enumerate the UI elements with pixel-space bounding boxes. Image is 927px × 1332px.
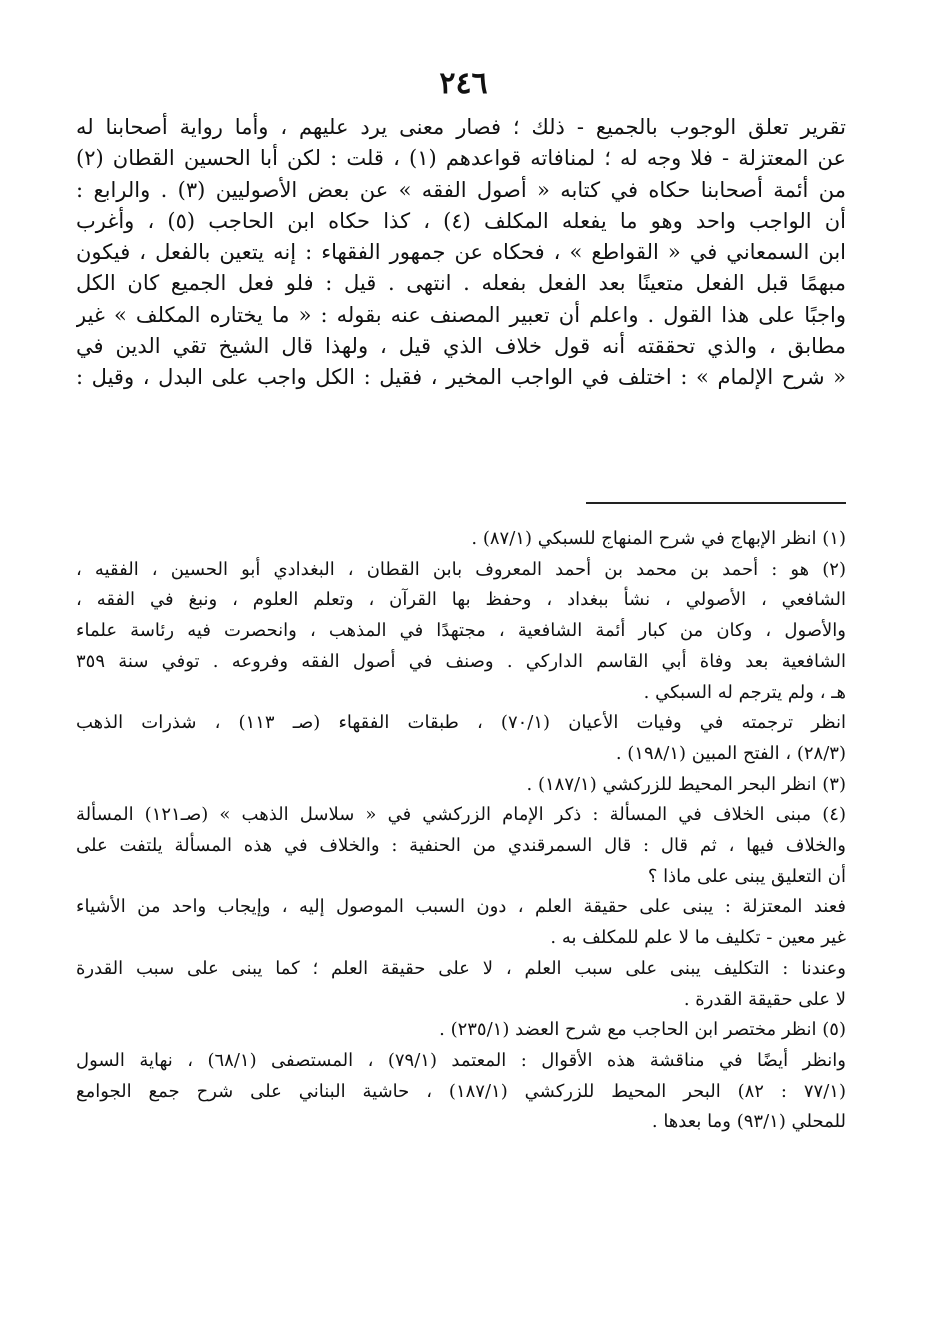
- main-text-line: عن المعتزلة - فلا وجه له ؛ لمنافاته قواعدهم (١) ، قلت : لكن أبا الحسين القطان (٢): [76, 146, 846, 171]
- footnote-line: وانظر أيضًا في مناقشة هذه الأقوال : المعتمد (٧٩/١) ، المستصفى (٦٨/١) ، نهاية السول: [76, 1049, 846, 1071]
- footnote-1: [76, 524, 846, 555]
- main-text-line: ابن السمعاني في « القواطع » ، فحكاه عن جمهور الفقهاء : إنه يتعين بالفعل ، فيكون: [76, 240, 846, 265]
- footnote-line: غير معين - تكليف ما لا علم للمكلف به .: [550, 927, 846, 949]
- footnote-line: أن التعليق يبنى على ماذا ؟: [647, 865, 846, 887]
- footnote-line: انظر ترجمته في وفيات الأعيان (٧٠/١) ، طبقات الفقهاء (صـ ١١٣) ، شذرات الذهب: [76, 712, 846, 734]
- page-number: ٢٤٦: [439, 66, 488, 101]
- footnote-line: (٥) انظر مختصر ابن الحاجب مع شرح العضد (٢٣٥/١) .: [439, 1019, 846, 1041]
- footnote-5-more: [76, 1046, 846, 1138]
- footnote-4-mutazila: [76, 892, 846, 953]
- main-text-line: من أئمة أصحابنا حكاه في كتابه « أصول الفقه » عن بعض الأصوليين (٣) . والرابع :: [76, 177, 846, 202]
- footnote-line: وعندنا : التكليف يبنى على سبب العلم ، لا على حقيقة العلم ؛ كما يبنى على سبب القدرة: [76, 957, 846, 979]
- footnote-2: [76, 555, 846, 709]
- main-text: [76, 112, 846, 394]
- footnote-line: (٧٧/١ : ٨٢) البحر المحيط للزركشي (١٨٧/١) ، حاشية البناني على شرح جمع الجوامع: [76, 1080, 846, 1102]
- footnote-5: [76, 1015, 846, 1046]
- footnote-line: (٤) مبنى الخلاف في المسألة : ذكر الإمام الزركشي في « سلاسل الذهب » (صـ١٢١) المسألة: [76, 804, 846, 826]
- main-text-line: تقرير تعلق الوجوب بالجميع - ذلك ؛ فصار معنى يرد عليهم ، وأما رواية أصحابنا له: [76, 115, 846, 139]
- footnotes: [76, 524, 846, 1138]
- footnote-2-sources: [76, 708, 846, 769]
- footnote-line: الشافعي ، الأصولي ، نشأ ببغداد ، وحفظ بها القرآن ، وتعلم العلوم ، ونبغ في الفقه ،: [76, 589, 846, 611]
- footnote-line: هـ ، ولم يترجم له السبكي .: [643, 681, 846, 703]
- main-text-line: « شرح الإلمام » : اختلف في الواجب المخير ، فقيل : الكل واجب على البدل ، وقيل :: [76, 365, 846, 390]
- main-text-line: مبهمًا قبل الفعل متعينًا بعد الفعل بفعله . انتهى . قيل : فلو فعل الجميع كان الكل: [76, 271, 846, 296]
- footnote-3: [76, 770, 846, 801]
- footnote-separator: [586, 502, 846, 504]
- main-text-line: واجبًا على هذا القول . واعلم أن تعبير المصنف عنه بقوله : « ما يختاره المكلف » غير: [76, 302, 846, 327]
- footnote-line: الشافعية بعد وفاة أبي القاسم الداركي . وصنف في أصول الفقه وفروعه . توفي سنة ٣٥٩: [76, 650, 846, 672]
- main-text-line: مطابق ، والذي تحققته أنه قول خلاف الذي قيل ، ولهذا قال الشيخ تقي الدين في: [76, 334, 846, 359]
- footnote-line: (٢) هو : أحمد بن محمد بن أحمد المعروف بابن القطان ، البغدادي أبو الحسين ، الفقيه ،: [76, 558, 846, 580]
- footnote-line: والخلاف فيها ، ثم قال : قال السمرقندي من الحنفية : والخلاف في هذه المسألة يلتفت على: [76, 835, 846, 857]
- footnote-4: [76, 800, 846, 892]
- footnote-line: للمحلي (٩٣/١) وما بعدها .: [651, 1111, 846, 1133]
- footnote-line: (١) انظر الإبهاج في شرح المنهاج للسبكي (٨٧/١) .: [471, 528, 846, 549]
- footnote-4-ours: [76, 954, 846, 1015]
- footnote-line: والأصول ، وكان من كبار أئمة الشافعية ، مجتهدًا في المذهب ، وانحصرت فيه رئاسة علماء: [76, 620, 846, 642]
- footnote-line: (٣) انظر البحر المحيط للزركشي (١٨٧/١) .: [526, 773, 846, 795]
- footnote-line: (٢٨/٣) ، الفتح المبين (١٩٨/١) .: [615, 742, 846, 764]
- main-text-line: أن الواجب واحد وهو ما يفعله المكلف (٤) ، كذا حكاه ابن الحاجب (٥) ، وأغرب: [76, 208, 846, 233]
- footnote-line: فعند المعتزلة : يبنى على حقيقة العلم ، دون السبب الموصول إليه ، وإيجاب واحد من الأشياء: [76, 896, 846, 918]
- footnote-line: لا على حقيقة القدرة .: [683, 988, 846, 1010]
